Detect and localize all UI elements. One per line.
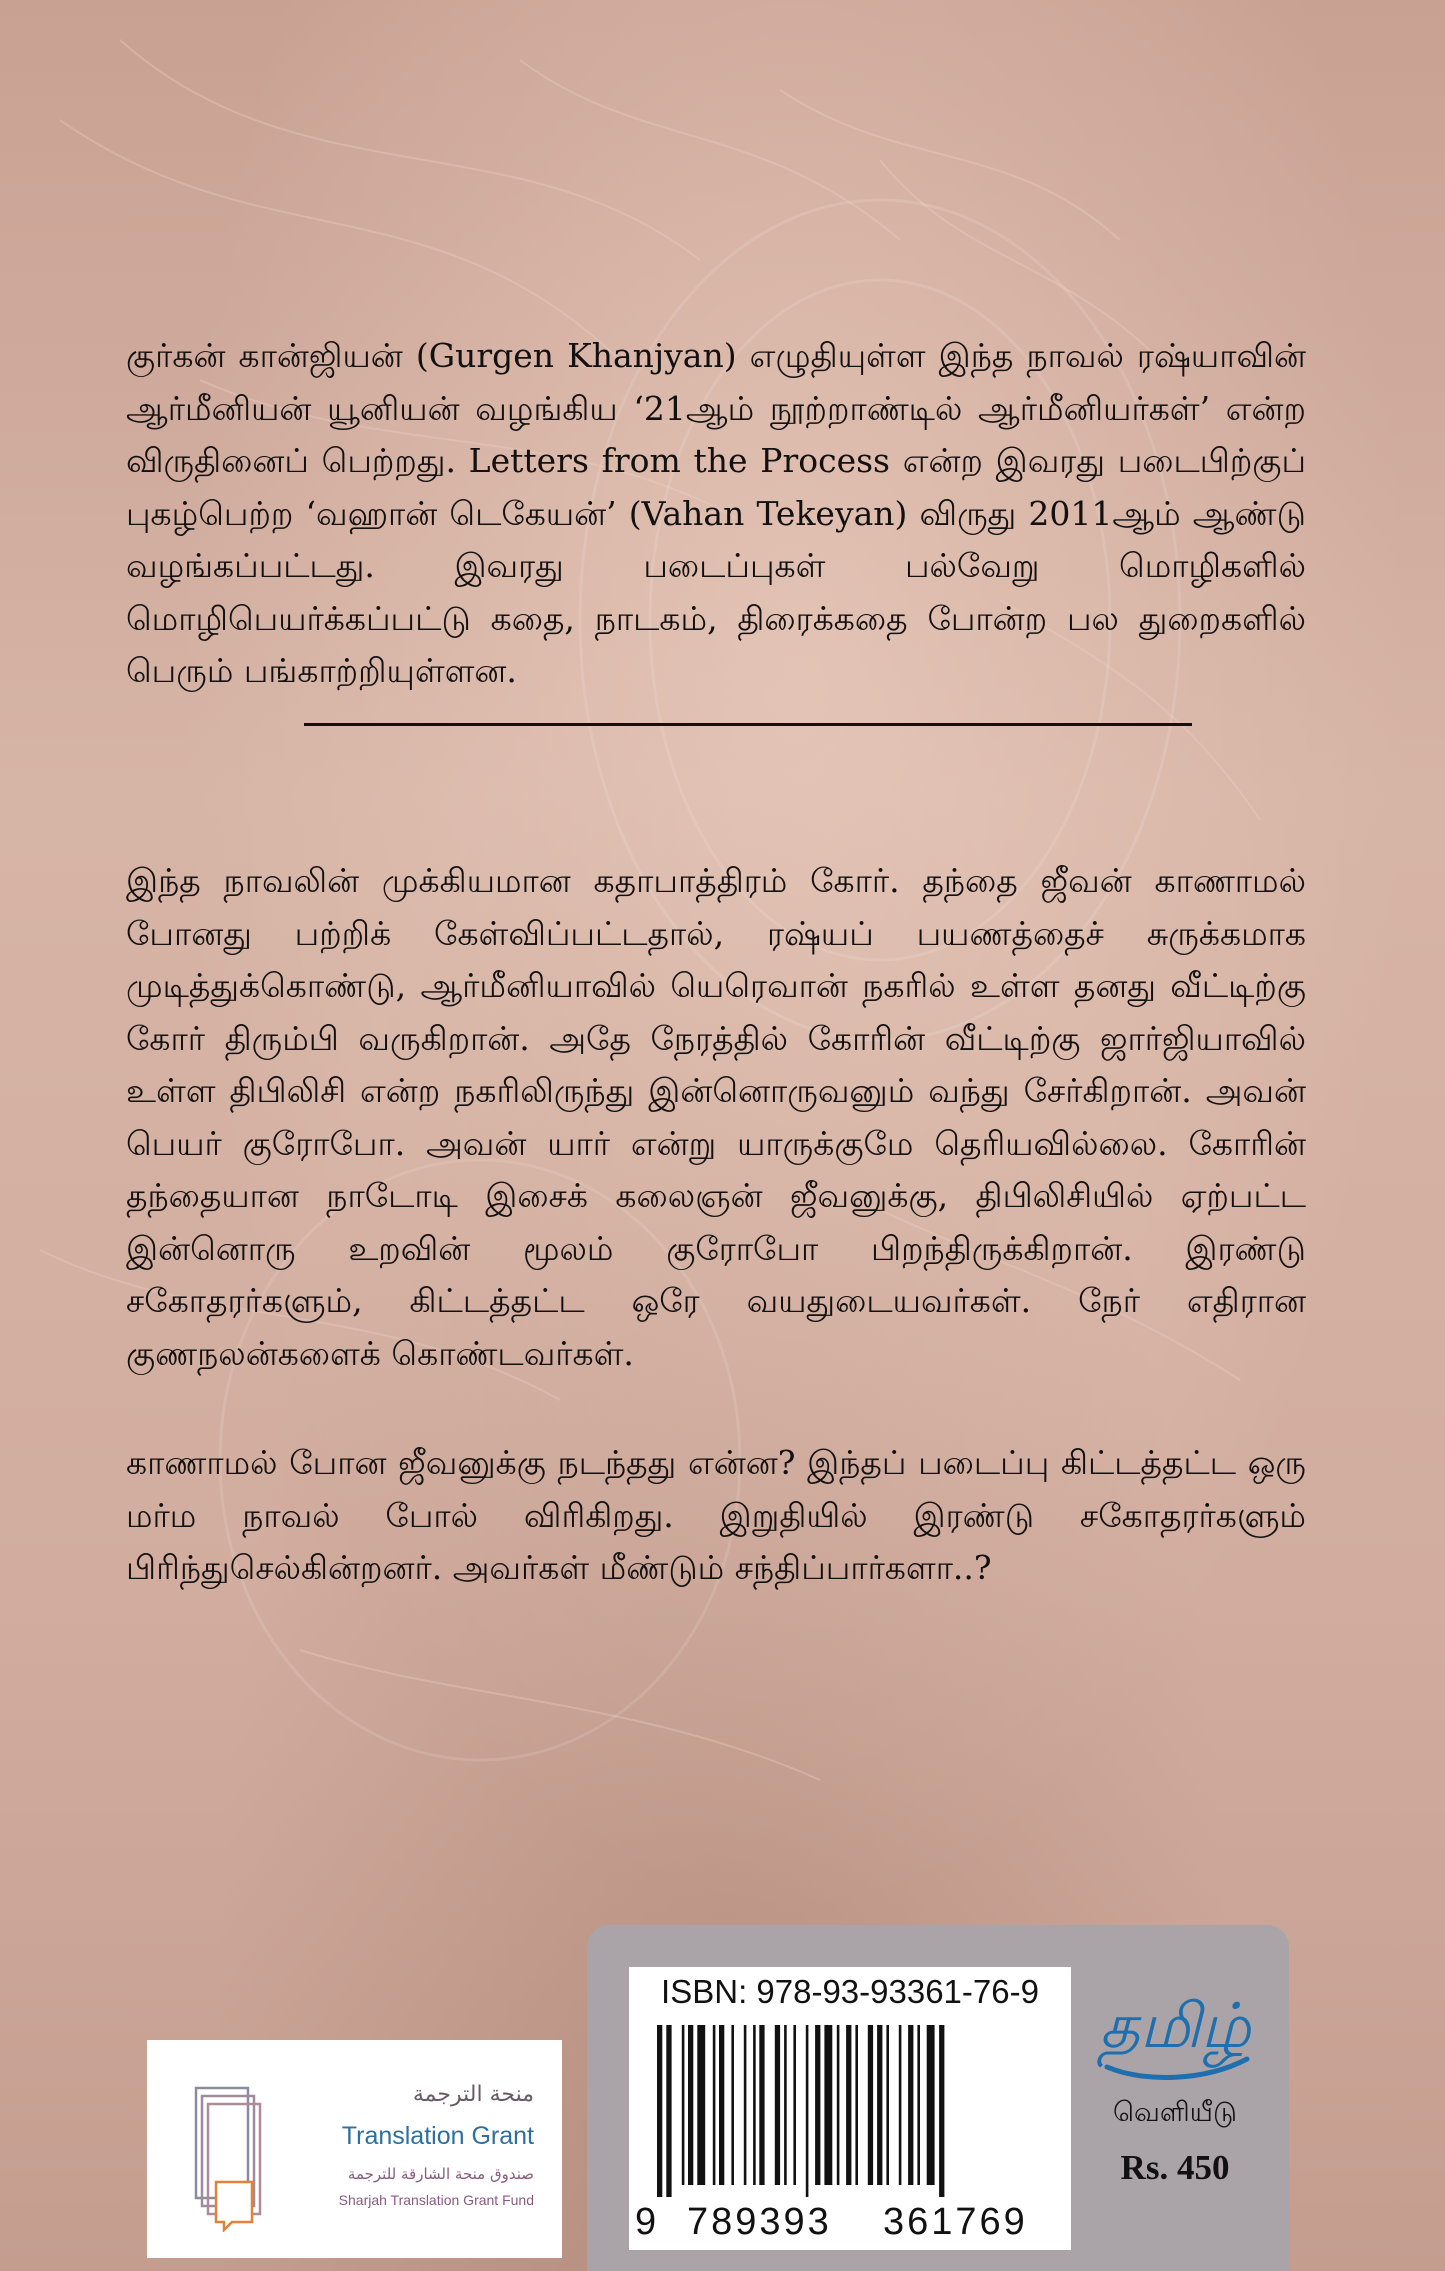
publisher-logo-text: தமிழ் <box>1099 1989 1251 2062</box>
barcode-icon <box>651 2025 1049 2197</box>
divider-rule <box>304 723 1192 726</box>
translation-grant-badge <box>147 2040 562 2258</box>
barcode-digit-group-2: 361769 <box>883 2201 1028 2243</box>
publisher-logo-icon <box>1085 1955 1265 2095</box>
isbn-barcode-box <box>629 1967 1071 2250</box>
barcode-digit-lead: 9 <box>635 2201 657 2243</box>
grant-arabic-fund: صندوق منحة الشارقة للترجمة <box>347 2165 534 2183</box>
price-label: Rs. 450 <box>1120 2148 1230 2187</box>
isbn-text: ISBN: 978-93-93361-76-9 <box>661 1973 1039 2010</box>
publisher-label: வெளியீடு <box>1113 2097 1237 2128</box>
publisher-panel <box>587 1925 1289 2271</box>
author-paragraph: குர்கன் கான்ஜியன் (Gurgen Khanjyan) எழுதியுள்ள இந்த நாவல் ரஷ்யாவின் ஆர்மீனியன் யூனியன் வழங்கிய ‘21ஆம் நூற்றாண்டில் ஆர்மீனியர்கள்’ என்ற விருதினைப் பெற்றது. Letters from the Process என்ற இவரது படைபிற்குப் புகழ்பெற்ற ‘வஹான் டெகேயன்’ (Vahan Tekeyan) விருது 2011ஆம் ஆண்டு வழங்கப்பட்டது. இவரது படைப்புகள் பல்வேறு மொழிகளில் மொழிபெயர்க்கப்பட்டு கதை, நாடகம், திரைக்கதை போன்ற பல துறைகளில் பெரும் பங்காற்றியுள்ளன. <box>126 336 1306 690</box>
grant-english-fund: Sharjah Translation Grant Fund <box>338 2192 534 2208</box>
grant-arabic-title: منحة الترجمة <box>412 2082 534 2107</box>
stacked-pages-icon <box>192 2082 272 2232</box>
grant-english-title: Translation Grant <box>341 2122 534 2150</box>
barcode-digit-group-1: 789393 <box>687 2201 832 2243</box>
question-paragraph: காணாமல் போன ஜீவனுக்கு நடந்தது என்ன? இந்தப் படைப்பு கிட்டத்தட்ட ஒரு மர்ம நாவல் போல் விரிகிறது. இறுதியில் இரண்டு சகோதரர்களும் பிரிந்துசெல்கின்றனர். அவர்கள் மீண்டும் சந்திப்பார்களா..? <box>126 1443 1306 1587</box>
story-paragraph: இந்த நாவலின் முக்கியமான கதாபாத்திரம் கோர். தந்தை ஜீவன் காணாமல் போனது பற்றிக் கேள்விப்பட்டதால், ரஷ்யப் பயணத்தைச் சுருக்கமாக முடித்துக்கொண்டு, ஆர்மீனியாவில் யெரெவான் நகரில் உள்ள தனது வீட்டிற்கு கோர் திரும்பி வருகிறான். அதே நேரத்தில் கோரின் வீட்டிற்கு ஜார்ஜியாவில் உள்ள திபிலிசி என்ற நகரிலிருந்து இன்னொருவனும் வந்து சேர்கிறான். அவன் பெயர் குரோபோ. அவன் யார் என்று யாருக்குமே தெரியவில்லை. கோரின் தந்தையான நாடோடி இசைக் கலைஞன் ஜீவனுக்கு, திபிலிசியில் ஏற்பட்ட இன்னொரு உறவின் மூலம் குரோபோ பிறந்திருக்கிறான். இரண்டு சகோதரர்களும், கிட்டத்தட்ட ஒரே வயதுடையவர்கள். நேர் எதிரான குணநலன்களைக் கொண்டவர்கள். <box>126 861 1306 1373</box>
